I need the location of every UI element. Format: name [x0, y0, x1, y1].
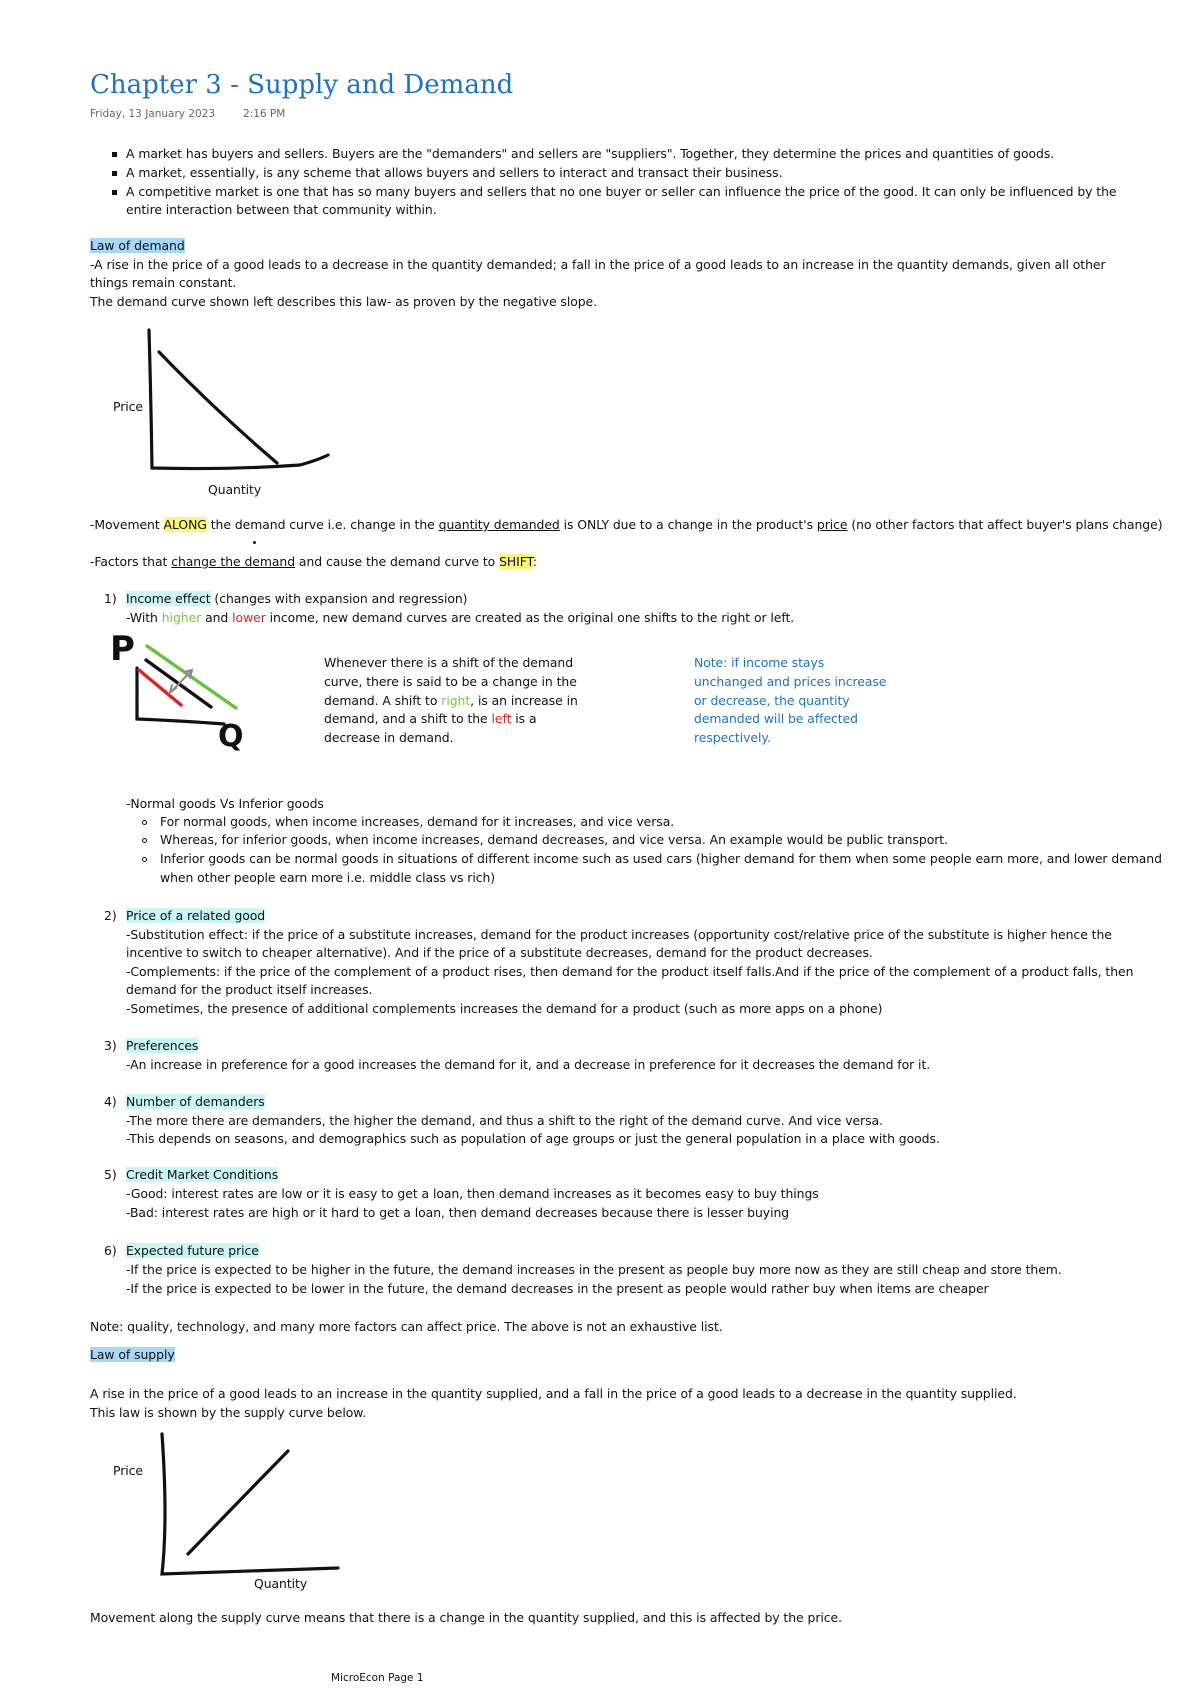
demand-graph-x-label: Quantity — [208, 482, 262, 497]
shift-text-1: Whenever there is a shift of the demand — [324, 655, 574, 670]
law-of-supply-heading: Law of supply — [90, 1347, 175, 1362]
movement-text-part: is ONLY due to a change in the product's — [559, 517, 817, 532]
inferior-goods-text: Whereas, for inferior goods, when income increases, demand decreases, and vice versa. An example would be public transport. — [160, 832, 948, 847]
movement-text-part: (no other factors that affect buyer's plans change) — [847, 517, 1163, 532]
intro-bullet-2: A market, essentially, is any scheme that allows buyers and sellers to interact and transact their business. — [126, 165, 783, 180]
demanders-heading: Number of demanders — [126, 1094, 265, 1109]
income-effect-heading: Income effect — [126, 591, 211, 606]
inferior-normal-text-cont: when other people earn more i.e. middle class vs rich) — [160, 870, 496, 885]
factor-number-2: 2) — [104, 908, 117, 923]
factor-number-4: 4) — [104, 1094, 117, 1109]
supply-movement-text: Movement along the supply curve means that there is a change in the quantity supplied, and this is affected by the price. — [90, 1610, 842, 1625]
factor-number-3: 3) — [104, 1038, 117, 1053]
supply-text-2: This law is shown by the supply curve below. — [90, 1405, 367, 1420]
shift-text-part: , is an increase in — [470, 693, 578, 708]
income-effect-heading-rest: (changes with expansion and regression) — [210, 591, 468, 606]
income-note-1: Note: if income stays — [694, 655, 825, 670]
inferior-normal-text: Inferior goods can be normal goods in situations of different income such as used cars (higher demand for them when some people earn more, and lower demand — [160, 851, 1162, 866]
income-note-2: unchanged and prices increase — [694, 674, 887, 689]
demand-text-2: things remain constant. — [90, 275, 237, 290]
movement-text-part: -Movement — [90, 517, 164, 532]
supply-text-1: A rise in the price of a good leads to an increase in the quantity supplied, and a fall in the price of a good leads to a decrease in the quantity supplied. — [90, 1386, 1017, 1401]
shift-text-part: is a — [511, 711, 537, 726]
future-price-text-2: -If the price is expected to be lower in the future, the demand decreases in the present as people would rather buy when items are cheaper — [126, 1281, 989, 1296]
demand-text-1: -A rise in the price of a good leads to a decrease in the quantity demanded; a fall in the price of a good leads to an increase in the quantity demands, given all other — [90, 257, 1106, 272]
factor-number-6: 6) — [104, 1243, 117, 1258]
normal-goods-text: For normal goods, when income increases, demand for it increases, and vice versa. — [160, 814, 675, 829]
higher-word: higher — [161, 610, 202, 625]
shift-highlight: SHIFT — [499, 554, 533, 569]
note-quality-text: Note: quality, technology, and many more factors can affect price. The above is not an exhaustive list. — [90, 1319, 723, 1334]
left-word: left — [491, 711, 512, 726]
shift-text-5: decrease in demand. — [324, 730, 454, 745]
factors-text-part: : — [532, 554, 537, 569]
related-good-text-2: incentive to switch to cheaper alternative). And if the price of a substitute decreases, demand for the product decreases. — [126, 945, 873, 960]
page-time: 2:16 PM — [243, 108, 286, 120]
shift-graph-p-label: P — [110, 629, 135, 669]
demanders-text-2: -This depends on seasons, and demographics such as population of age groups or just the general population in a place with goods. — [126, 1131, 940, 1146]
preferences-heading: Preferences — [126, 1038, 199, 1053]
factors-text-part: -Factors that — [90, 554, 172, 569]
shift-graph-q-label: Q — [218, 719, 244, 754]
intro-bullet-1: A market has buyers and sellers. Buyers are the "demanders" and sellers are "suppliers". Together, they determine the prices and quantities of goods. — [126, 146, 1055, 161]
change-demand-underline: change the demand — [171, 554, 296, 569]
along-highlight: ALONG — [163, 517, 207, 532]
factor-number-1: 1) — [104, 591, 117, 606]
shift-text-part: demand, and a shift to the — [324, 711, 492, 726]
income-note-4: demanded will be affected — [694, 711, 858, 726]
lower-word: lower — [232, 610, 266, 625]
price-underline: price — [816, 517, 848, 532]
law-of-demand-heading: Law of demand — [90, 238, 185, 253]
income-note-5: respectively. — [694, 730, 771, 745]
credit-heading: Credit Market Conditions — [126, 1167, 279, 1182]
income-text-part: -With — [126, 610, 162, 625]
future-price-heading: Expected future price — [126, 1243, 259, 1258]
related-good-text-3: -Complements: if the price of the complement of a product rises, then demand for the product itself falls.And if the price of the complement of a product falls, then — [126, 964, 1134, 979]
preferences-text: -An increase in preference for a good increases the demand for it, and a decrease in preference for it decreases the demand for it. — [126, 1057, 931, 1072]
movement-text-part: the demand curve i.e. change in the — [206, 517, 439, 532]
demand-graph-y-label: Price — [113, 399, 143, 414]
income-text-part: income, new demand curves are created as the original one shifts to the right or left. — [265, 610, 795, 625]
intro-bullet-3-cont: entire interaction between that community within. — [126, 202, 437, 217]
related-good-text-1: -Substitution effect: if the price of a substitute increases, demand for the product increases (opportunity cost/relative price of the substitute is higher hence the — [126, 927, 1112, 942]
demanders-text-1: -The more there are demanders, the higher the demand, and thus a shift to the right of the demand curve. And vice versa. — [126, 1113, 883, 1128]
normal-vs-inferior-heading: -Normal goods Vs Inferior goods — [126, 796, 324, 811]
income-text-part: and — [201, 610, 233, 625]
page-footer: MicroEcon Page 1 — [331, 1672, 424, 1684]
supply-graph-y-label: Price — [113, 1463, 143, 1478]
credit-text-2: -Bad: interest rates are high or it hard to get a loan, then demand decreases because there is lesser buying — [126, 1205, 790, 1220]
demand-text-3: The demand curve shown left describes this law- as proven by the negative slope. — [90, 294, 598, 309]
future-price-text-1: -If the price is expected to be higher in the future, the demand increases in the present as people buy more now as they are still cheap and store them. — [126, 1262, 1062, 1277]
intro-bullet-3: A competitive market is one that has so many buyers and sellers that no one buyer or seller can influence the price of the good. It can only be influenced by the — [126, 184, 1117, 199]
supply-curve-line — [188, 1451, 288, 1554]
page-date: Friday, 13 January 2023 — [90, 108, 216, 120]
factors-text-part: and cause the demand curve to — [295, 554, 500, 569]
credit-text-1: -Good: interest rates are low or it is easy to get a loan, then demand increases as it becomes easy to buy things — [126, 1186, 819, 1201]
income-note-3: or decrease, the quantity — [694, 693, 850, 708]
related-good-text-4: demand for the product itself increases. — [126, 982, 373, 997]
right-word: right — [441, 693, 471, 708]
related-good-text-5: -Sometimes, the presence of additional complements increases the demand for a product (such as more apps on a phone) — [126, 1001, 883, 1016]
shift-text-part: demand. A shift to — [324, 693, 442, 708]
page-title: Chapter 3 - Supply and Demand — [90, 70, 514, 100]
quantity-demanded-underline: quantity demanded — [438, 517, 560, 532]
related-good-heading: Price of a related good — [126, 908, 266, 923]
supply-graph-x-label: Quantity — [254, 1576, 308, 1591]
shift-text-2: curve, there is said to be a change in the — [324, 674, 577, 689]
factor-number-5: 5) — [104, 1167, 117, 1182]
